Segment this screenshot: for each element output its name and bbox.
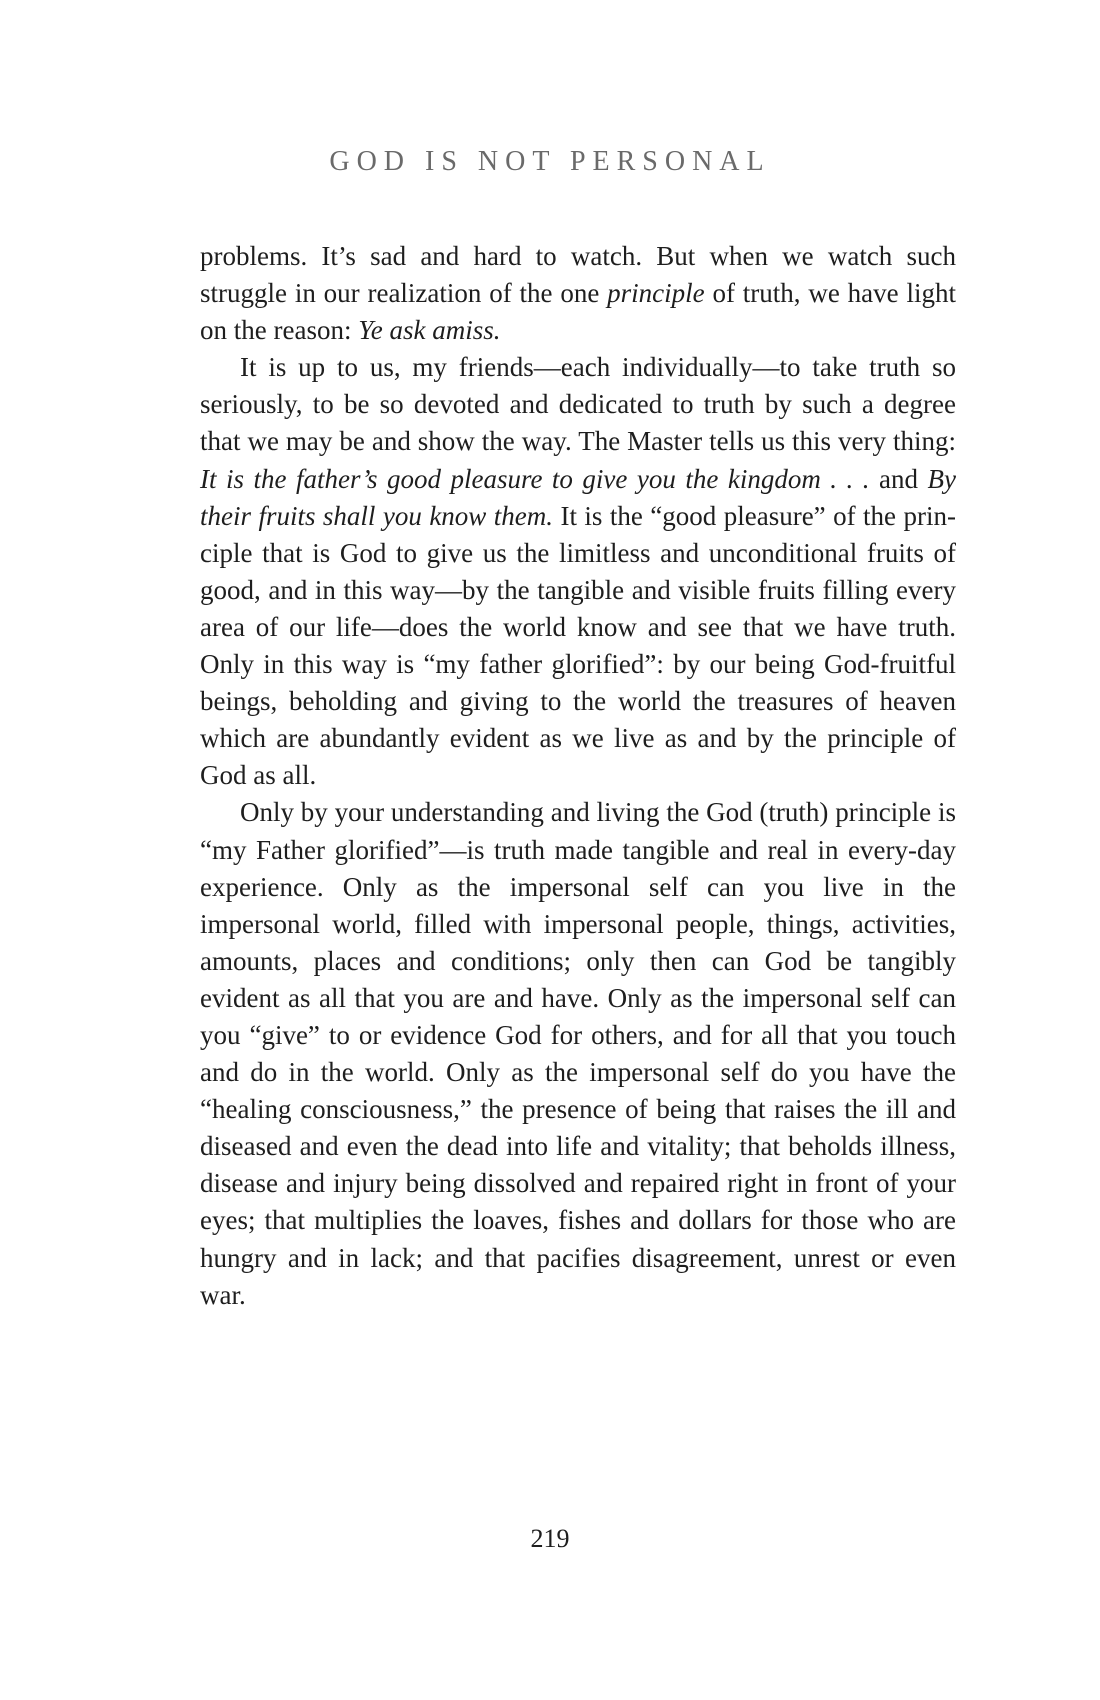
paragraph-1 [200,238,956,349]
paragraph-2 [200,349,956,794]
paragraph-1-italic-principle: principle [607,278,705,309]
paragraph-2-text-e: It is the “good pleasure” of the principle that is God to give us the limitless and unconditional fruits of good, and in this way—by the tangible and visible fruits filling every area of our life—does the world know and see that we have truth. Only in this way is “my father glorified”: by our being God-fruitful beings, beholding and giving to the world the treasures of heaven which are abundantly evident as we live as and by the principle of God as all. [200,500,956,791]
paragraph-1-text-a: problems. It’s sad and hard to watch. But when we watch such struggle in our realization of the one [200,241,956,309]
paragraph-2-text-a: It is up to us, my friends—each individually—to take truth so seriously, to be so devoted and dedicated to truth by such a degree that we may be and show the way. The Master tells us this very thing: [200,352,956,457]
paragraph-2-text-c: and [869,463,928,494]
paragraph-3: Only by your understanding and living the God (truth) principle is “my Father glorified”—is truth made tangible and real in every-day experience. Only as the impersonal self can you live in the impersonal world, filled with impersonal people, things, activities, amounts, places and conditions; only then can God be tangibly evident as all that you are and have. Only as the impersonal self can you “give” to or evidence God for others, and for all that you touch and do in the world. Only as the impersonal self do you have the “healing consciousness,” the presence of being that raises the ill and diseased and even the dead into life and vitality; that beholds illness, disease and injury being dissolved and repaired right in front of your eyes; that multiplies the loaves, fishes and dollars for those who are hungry and in lack; and that pacifies disagreement, unrest or even war. [200,797,956,1310]
running-head: GOD IS NOT PERSONAL [329,146,771,177]
page-number: 219 [530,1524,570,1553]
paragraph-2-italic-quote-2: By their fruits shall you know them. [200,463,956,531]
paragraph-2-italic-quote-1: It is the father’s good pleasure to give you the kingdom . . . [200,463,870,494]
body-text [200,238,956,1314]
paragraph-1-text-c: of truth, we have light on the reason: [200,278,956,346]
paragraph-1-italic-quote: Ye ask amiss. [358,315,501,346]
